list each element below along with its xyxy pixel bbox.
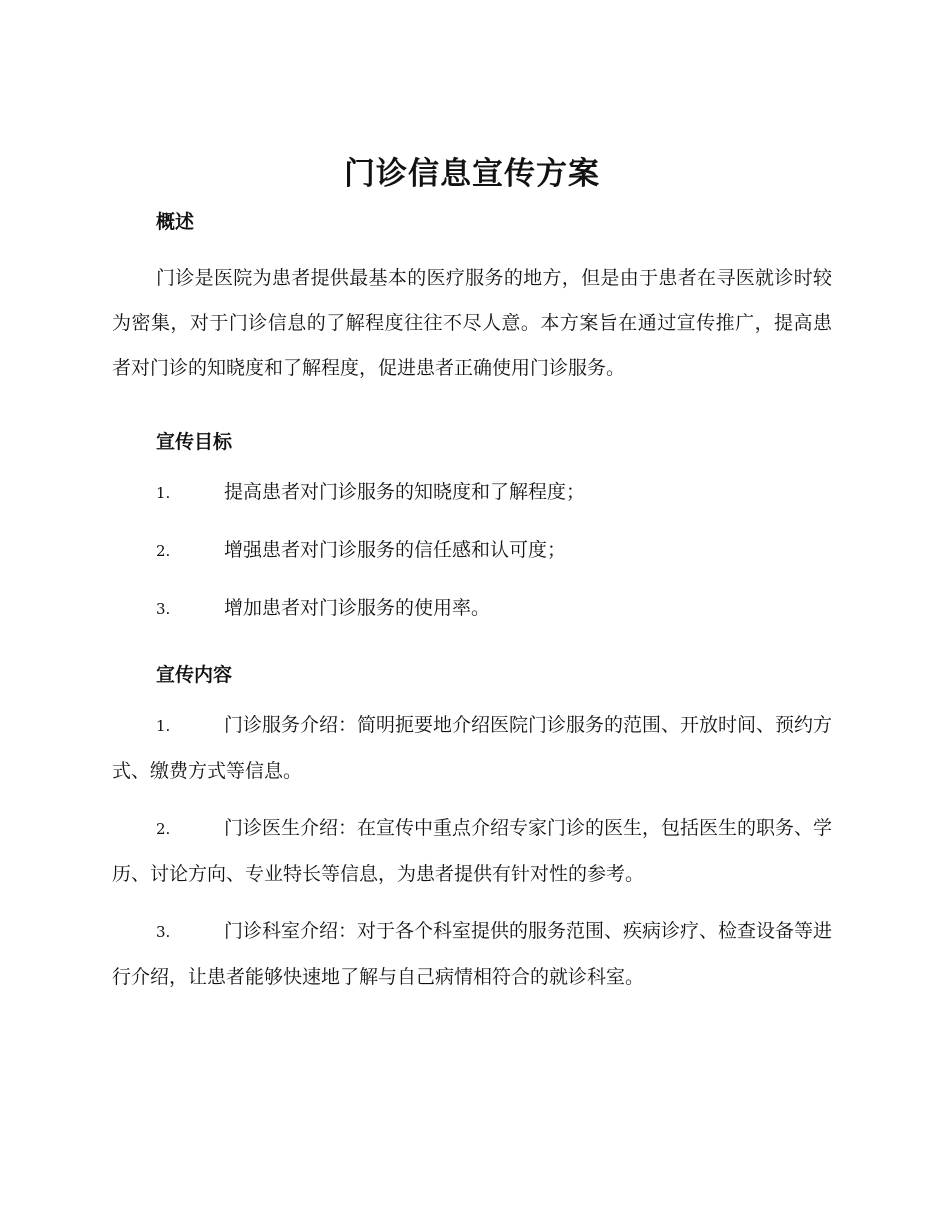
content-text: 门诊服务介绍：简明扼要地介绍医院门诊服务的范围、开放时间、预约方式、缴费方式等信息。 — [112, 714, 833, 782]
goals-list — [112, 470, 832, 632]
list-number: 1. — [156, 717, 171, 735]
document-title: 门诊信息宣传方案 — [344, 156, 600, 192]
content-text: 门诊医生介绍：在宣传中重点介绍专家门诊的医生，包括医生的职务、学历、讨论方向、专业特长等信息，为患者提供有针对性的参考。 — [112, 817, 833, 885]
document-body — [112, 150, 832, 1012]
section-heading-goals: 宣传目标 — [156, 431, 233, 453]
content-list — [112, 703, 832, 1000]
section-heading-overview: 概述 — [156, 211, 195, 233]
section-heading-content: 宣传内容 — [156, 664, 233, 686]
content-item — [112, 909, 832, 1000]
content-item — [112, 703, 832, 794]
list-number: 3. — [156, 923, 171, 941]
goal-item — [112, 528, 832, 574]
content-text: 门诊科室介绍：对于各个科室提供的服务范围、疾病诊疗、检查设备等进行介绍，让患者能够快速地了解与自己病情相符合的就诊科室。 — [112, 920, 833, 988]
list-number: 3. — [156, 600, 171, 618]
goal-text: 提高患者对门诊服务的知晓度和了解程度； — [224, 481, 586, 503]
list-number: 1. — [156, 484, 171, 502]
goal-item — [112, 586, 832, 632]
goal-text: 增强患者对门诊服务的信任感和认可度； — [224, 539, 567, 561]
content-item — [112, 806, 832, 897]
list-number: 2. — [156, 820, 171, 838]
goal-item — [112, 470, 832, 516]
list-number: 2. — [156, 542, 171, 560]
overview-paragraph: 门诊是医院为患者提供最基本的医疗服务的地方，但是由于患者在寻医就诊时较为密集，对于门诊信息的了解程度往往不尽人意。本方案旨在通过宣传推广，提高患者对门诊的知晓度和了解程度，促进患者正确使用门诊服务。 — [112, 267, 832, 379]
goal-text: 增加患者对门诊服务的使用率。 — [224, 597, 491, 619]
